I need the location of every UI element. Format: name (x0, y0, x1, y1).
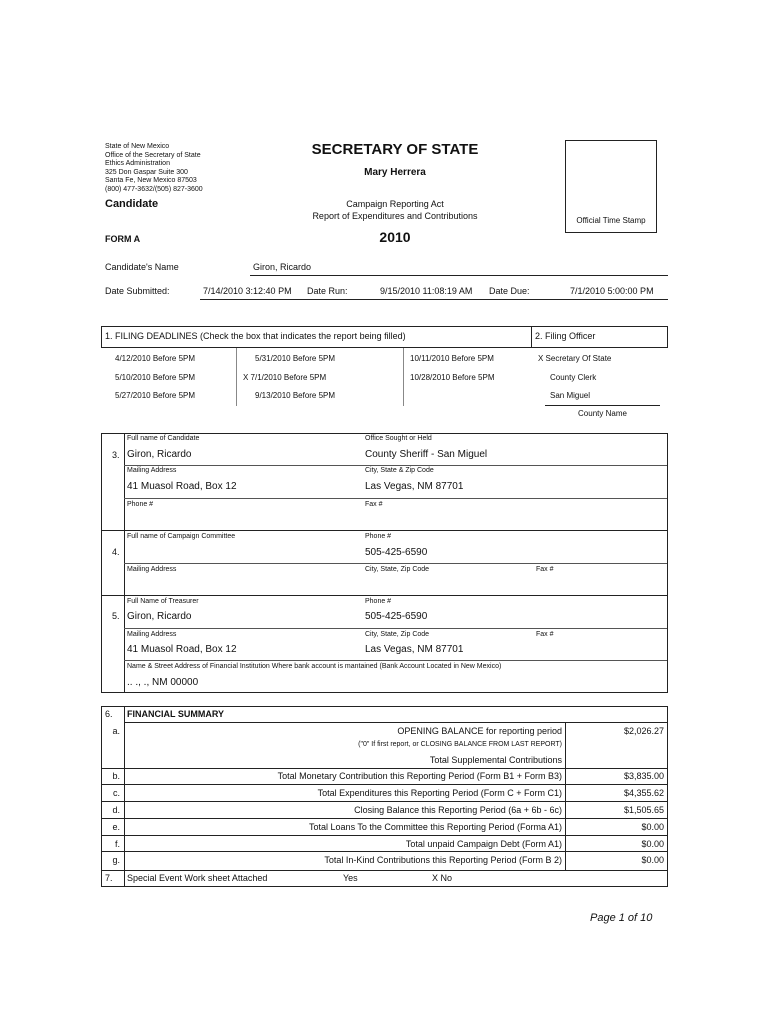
date-run-value: 9/15/2010 11:08:19 AM (380, 286, 473, 296)
official-time-stamp-box (565, 140, 657, 233)
deadline-option[interactable]: 10/28/2010 Before 5PM (410, 373, 495, 382)
treasurer-mailing-label: Mailing Address (127, 631, 177, 638)
page-number: Page 1 of 10 (590, 912, 653, 924)
committee-phone-value[interactable]: 505-425-6590 (365, 547, 428, 558)
in-kind-contributions-value[interactable]: $0.00 (641, 855, 664, 865)
form-label: FORM A (105, 234, 141, 244)
address-line: 325 Don Gaspar Suite 300 (105, 168, 188, 176)
loans-label: Total Loans To the Committee this Reporting Period (Forma A1) (309, 822, 562, 832)
county-name-label: County Name (578, 409, 627, 418)
treasurer-city-label: City, State, Zip Code (365, 631, 430, 638)
agency-title: SECRETARY OF STATE (311, 141, 479, 158)
row-letter: b. (112, 771, 120, 781)
address-line: State of New Mexico (105, 143, 170, 150)
monetary-contribution-label: Total Monetary Contribution this Reporting Period (Form B1 + Form B3) (277, 771, 562, 781)
fax-label: Fax # (365, 501, 383, 508)
section-4-number: 4. (112, 547, 120, 557)
expenditures-label: Total Expenditures this Reporting Period (Form C + Form C1) (317, 788, 562, 798)
unpaid-debt-value[interactable]: $0.00 (641, 839, 664, 849)
row-letter: f. (114, 839, 120, 849)
section-3-number: 3. (112, 450, 120, 460)
treasurer-mailing-value[interactable]: 41 Muasol Road, Box 12 (127, 644, 237, 655)
date-submitted-value: 7/14/2010 3:12:40 PM (203, 286, 292, 296)
phone-label: Phone # (127, 501, 154, 508)
candidate-full-name[interactable]: Giron, Ricardo (127, 449, 192, 460)
row-letter: a. (112, 726, 120, 736)
candidate-name-value: Giron, Ricardo (253, 262, 312, 272)
committee-name-label: Full name of Campaign Committee (127, 533, 236, 540)
agency-address (105, 143, 203, 195)
special-event-yes[interactable]: Yes (343, 873, 358, 883)
filing-officer-county-clerk[interactable]: County Clerk (550, 373, 597, 382)
treasurer-name-value[interactable]: Giron, Ricardo (127, 611, 192, 622)
bank-institution-label: Name & Street Address of Financial Institution Where bank account is mantained (Bank Account Located in New Mexico) (127, 663, 502, 670)
opening-balance-value[interactable]: $2,026.27 (623, 726, 664, 736)
opening-balance-label: OPENING BALANCE for reporting period (397, 726, 562, 736)
candidate-heading: Candidate (105, 198, 159, 210)
filing-deadlines-title: 1. FILING DEADLINES (Check the box that indicates the report being filled) (105, 331, 406, 341)
unpaid-debt-label: Total unpaid Campaign Debt (Form A1) (405, 839, 562, 849)
deadline-option[interactable]: 9/13/2010 Before 5PM (255, 391, 336, 400)
city-state-zip-value[interactable]: Las Vegas, NM 87701 (365, 481, 464, 492)
committee-fax-label: Fax # (536, 566, 554, 573)
committee-phone-label: Phone # (365, 533, 392, 540)
deadline-option-selected[interactable]: X 7/1/2010 Before 5PM (243, 373, 327, 382)
deadline-option[interactable]: 4/12/2010 Before 5PM (115, 354, 196, 363)
filing-officer-secretary-of-state[interactable]: X Secretary Of State (538, 354, 612, 363)
address-line: (800) 477-3632/(505) 827-3600 (105, 185, 203, 193)
opening-balance-note: ("0" If first report, or CLOSING BALANCE FROM LAST REPORT) (358, 741, 562, 748)
office-sought-label: Office Sought or Held (365, 435, 432, 442)
secretary-name: Mary Herrera (364, 167, 426, 178)
city-state-zip-label: City, State & Zip Code (365, 467, 434, 474)
treasurer-fax-label: Fax # (536, 631, 554, 638)
filing-officer-title: 2. Filing Officer (535, 331, 596, 341)
row-letter: e. (112, 822, 120, 832)
row-letter: g. (112, 855, 120, 865)
section-6-number: 6. (105, 709, 113, 719)
expenditures-value[interactable]: $4,355.62 (623, 788, 664, 798)
deadline-option[interactable]: 5/27/2010 Before 5PM (115, 391, 196, 400)
special-event-label: Special Event Work sheet Attached (127, 873, 268, 883)
date-due-label: Date Due: (489, 286, 530, 296)
loans-value[interactable]: $0.00 (641, 822, 664, 832)
treasurer-phone-value[interactable]: 505-425-6590 (365, 611, 428, 622)
closing-balance-label: Closing Balance this Reporting Period (6a + 6b - 6c) (354, 805, 562, 815)
deadline-option[interactable]: 5/10/2010 Before 5PM (115, 373, 196, 382)
office-sought-value[interactable]: County Sheriff - San Miguel (365, 449, 488, 460)
date-submitted-label: Date Submitted: (105, 286, 170, 296)
stamp-label: Official Time Stamp (576, 216, 646, 225)
candidate-name-field-label: Full name of Candidate (127, 435, 200, 442)
supplemental-contributions-label: Total Supplemental Contributions (429, 755, 562, 765)
report-title: Report of Expenditures and Contributions (312, 211, 478, 221)
section-5-number: 5. (112, 611, 120, 621)
date-run-label: Date Run: (307, 286, 348, 296)
special-event-no-selected[interactable]: X No (432, 873, 453, 883)
mailing-address-value[interactable]: 41 Muasol Road, Box 12 (127, 481, 237, 492)
mailing-address-label: Mailing Address (127, 467, 177, 474)
section-7-number: 7. (105, 873, 113, 883)
county-name-value: San Miguel (550, 391, 591, 400)
candidate-name-label: Candidate's Name (105, 262, 179, 272)
deadline-option[interactable]: 5/31/2010 Before 5PM (255, 354, 336, 363)
committee-city-label: City, State, Zip Code (365, 566, 430, 573)
financial-summary-title: FINANCIAL SUMMARY (127, 709, 224, 719)
in-kind-contributions-label: Total In-Kind Contributions this Reporting Period (Form B 2) (324, 855, 562, 865)
monetary-contribution-value[interactable]: $3,835.00 (623, 771, 664, 781)
row-letter: d. (112, 805, 120, 815)
report-year: 2010 (379, 229, 411, 245)
treasurer-name-label: Full Name of Treasurer (127, 598, 199, 605)
bank-institution-value[interactable]: .. ., ., NM 00000 (127, 677, 199, 688)
date-due-value: 7/1/2010 5:00:00 PM (570, 286, 654, 296)
closing-balance-value[interactable]: $1,505.65 (623, 805, 664, 815)
deadline-option[interactable]: 10/11/2010 Before 5PM (410, 354, 494, 363)
treasurer-phone-label: Phone # (365, 598, 392, 605)
row-letter: c. (112, 788, 120, 798)
address-line: Office of the Secretary of State (105, 151, 201, 159)
address-line: Santa Fe, New Mexico 87503 (105, 177, 197, 185)
act-title: Campaign Reporting Act (346, 199, 444, 209)
address-line: Ethics Administration (105, 160, 170, 168)
committee-mailing-label: Mailing Address (127, 566, 177, 573)
treasurer-city-value[interactable]: Las Vegas, NM 87701 (365, 644, 464, 655)
